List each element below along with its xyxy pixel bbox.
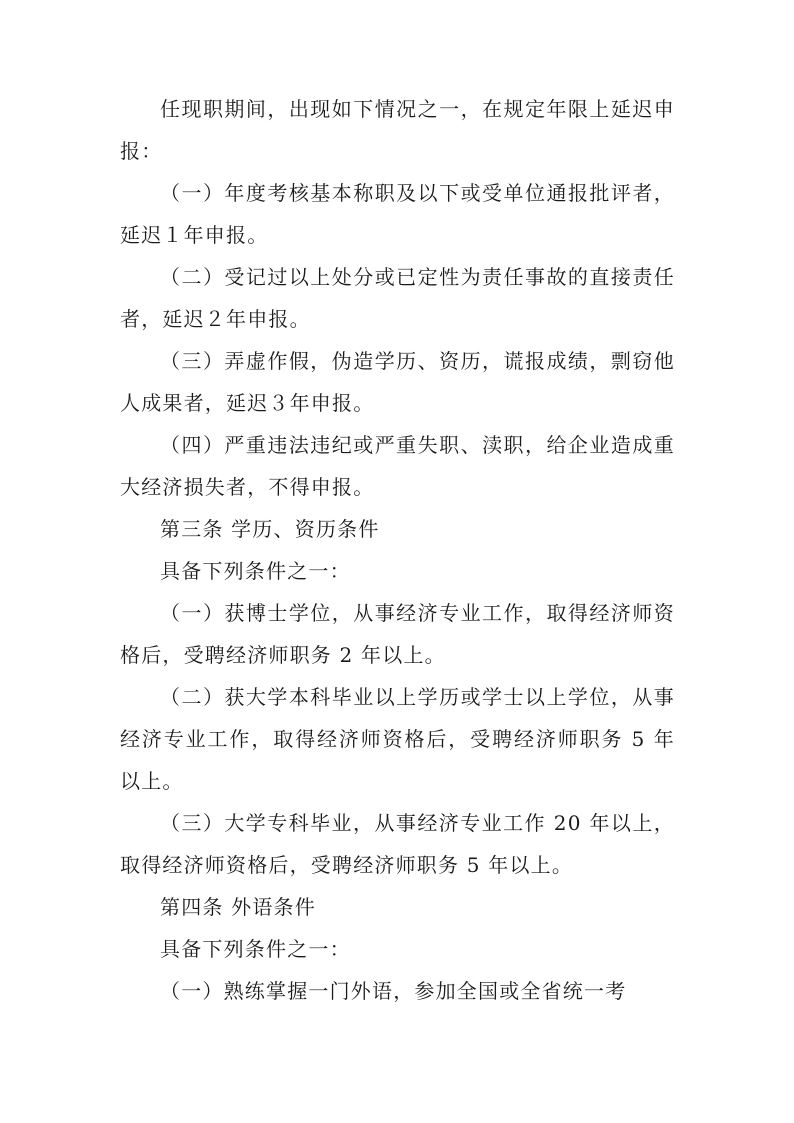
article-3-item-1: （一）获博士学位，从事经济专业工作，取得经济师资格后，受聘经济师职务 2 年以上。: [120, 601, 675, 667]
article-3-heading: 第三条 学历、资历条件: [160, 517, 380, 541]
paragraph-delay-intro: 任现职期间，出现如下情况之一，在规定年限上延迟申报：: [120, 97, 675, 163]
document-body: [120, 88, 675, 1012]
article-3-item-3: （三）大学专科毕业，从事经济专业工作 20 年以上，取得经济师资格后，受聘经济师职务 5 年以上。: [120, 811, 675, 877]
article-3-item-2: （二）获大学本科毕业以上学历或学士以上学位，从事经济专业工作，取得经济师资格后，受聘经济师职务 5 年以上。: [120, 685, 675, 793]
paragraph-delay-item-1: （一）年度考核基本称职及以下或受单位通报批评者，延迟１年申报。: [120, 181, 675, 247]
paragraph-delay-item-3: （三）弄虚作假，伪造学历、资历，谎报成绩，剽窃他人成果者，延迟３年申报。: [120, 349, 675, 415]
article-4-intro: 具备下列条件之一：: [160, 937, 351, 961]
paragraph-delay-item-4: （四）严重违法违纪或严重失职、渎职，给企业造成重大经济损失者，不得申报。: [120, 433, 675, 499]
paragraph-delay-item-2: （二）受记过以上处分或已定性为责任事故的直接责任者，延迟２年申报。: [120, 265, 675, 331]
article-4-item-1: （一）熟练掌握一门外语，参加全国或全省统一考: [160, 979, 627, 1003]
article-3-intro: 具备下列条件之一：: [160, 559, 351, 583]
article-4-heading: 第四条 外语条件: [160, 895, 316, 919]
